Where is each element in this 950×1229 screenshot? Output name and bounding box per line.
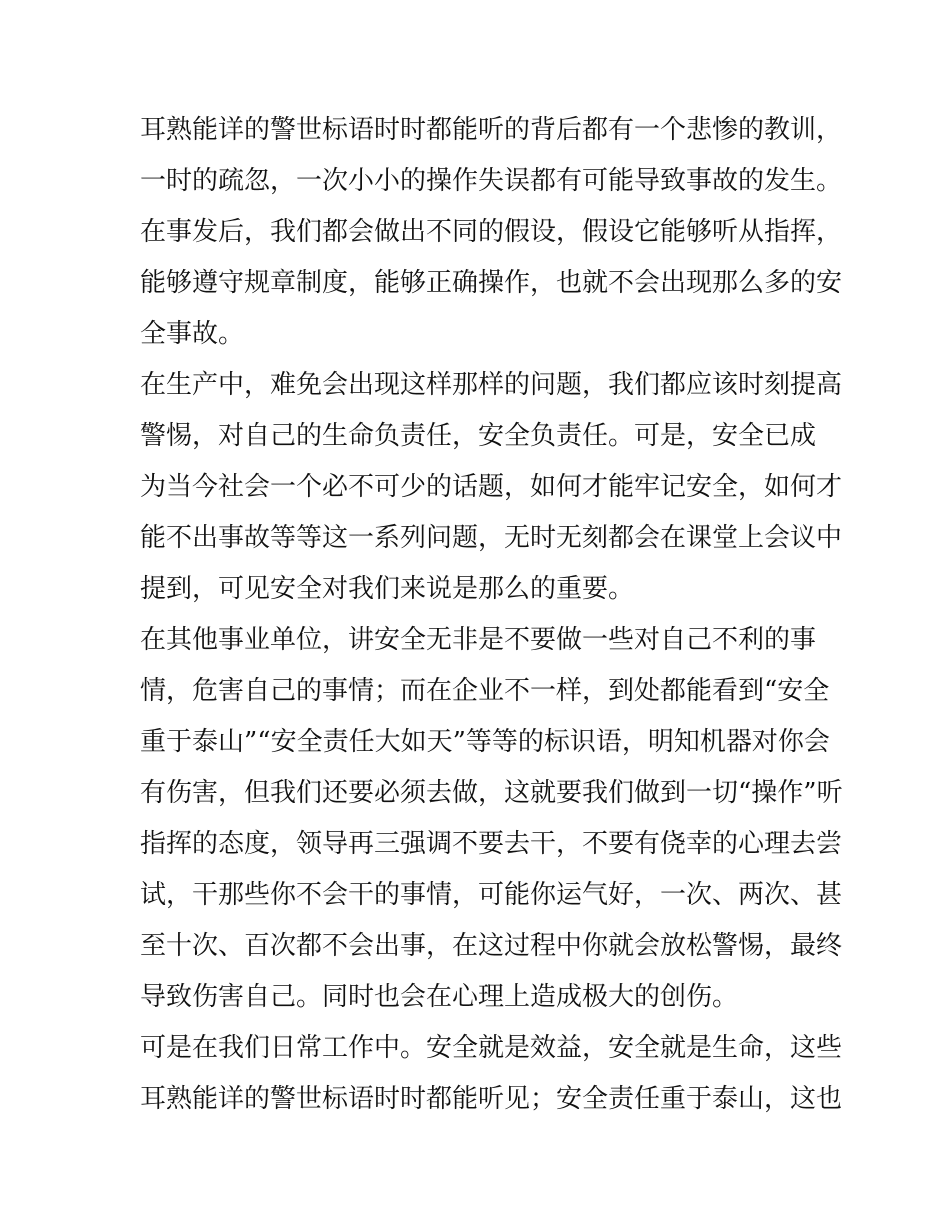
document-body bbox=[140, 105, 843, 1125]
text-line: 能不出事故等等这一系列问题，无时无刻都会在课堂上会议中 bbox=[140, 523, 843, 553]
text-line: 能够遵守规章制度，能够正确操作，也就不会出现那么多的安 bbox=[140, 268, 843, 298]
text-line: 在其他事业单位，讲安全无非是不要做一些对自己不利的事 bbox=[140, 625, 817, 655]
text-line: 提到，可见安全对我们来说是那么的重要。 bbox=[140, 574, 635, 604]
text-line: 情，危害自己的事情；而在企业不一样，到处都能看到“安全 bbox=[140, 676, 830, 706]
text-line: 指挥的态度，领导再三强调不要去干，不要有侥幸的心理去尝 bbox=[140, 829, 843, 859]
text-line: 在事发后，我们都会做出不同的假设，假设它能够听从指挥， bbox=[140, 217, 843, 247]
text-line: 可是在我们日常工作中。安全就是效益，安全就是生命，这些 bbox=[140, 1033, 843, 1063]
text-line: 全事故。 bbox=[140, 319, 245, 349]
text-line: 有伤害，但我们还要必须去做，这就要我们做到一切“操作”听 bbox=[140, 778, 843, 808]
text-line: 试，干那些你不会干的事情，可能你运气好，一次、两次、甚 bbox=[140, 880, 843, 910]
text-line: 至十次、百次都不会出事，在这过程中你就会放松警惕，最终 bbox=[140, 931, 843, 961]
text-line: 耳熟能详的警世标语时时都能听见；安全责任重于泰山，这也 bbox=[140, 1084, 843, 1114]
text-line: 导致伤害自己。同时也会在心理上造成极大的创伤。 bbox=[140, 982, 739, 1012]
text-line: 警惕，对自己的生命负责任，安全负责任。可是，安全已成 bbox=[140, 421, 817, 451]
text-line: 重于泰山”“安全责任大如天”等等的标识语，明知机器对你会 bbox=[140, 727, 830, 757]
text-line: 耳熟能详的警世标语时时都能听的背后都有一个悲惨的教训， bbox=[140, 115, 843, 145]
text-line: 为当今社会一个必不可少的话题，如何才能牢记安全，如何才 bbox=[140, 472, 843, 502]
text-line: 一时的疏忽，一次小小的操作失误都有可能导致事故的发生。 bbox=[140, 166, 843, 196]
text-line: 在生产中，难免会出现这样那样的问题，我们都应该时刻提高 bbox=[140, 370, 843, 400]
